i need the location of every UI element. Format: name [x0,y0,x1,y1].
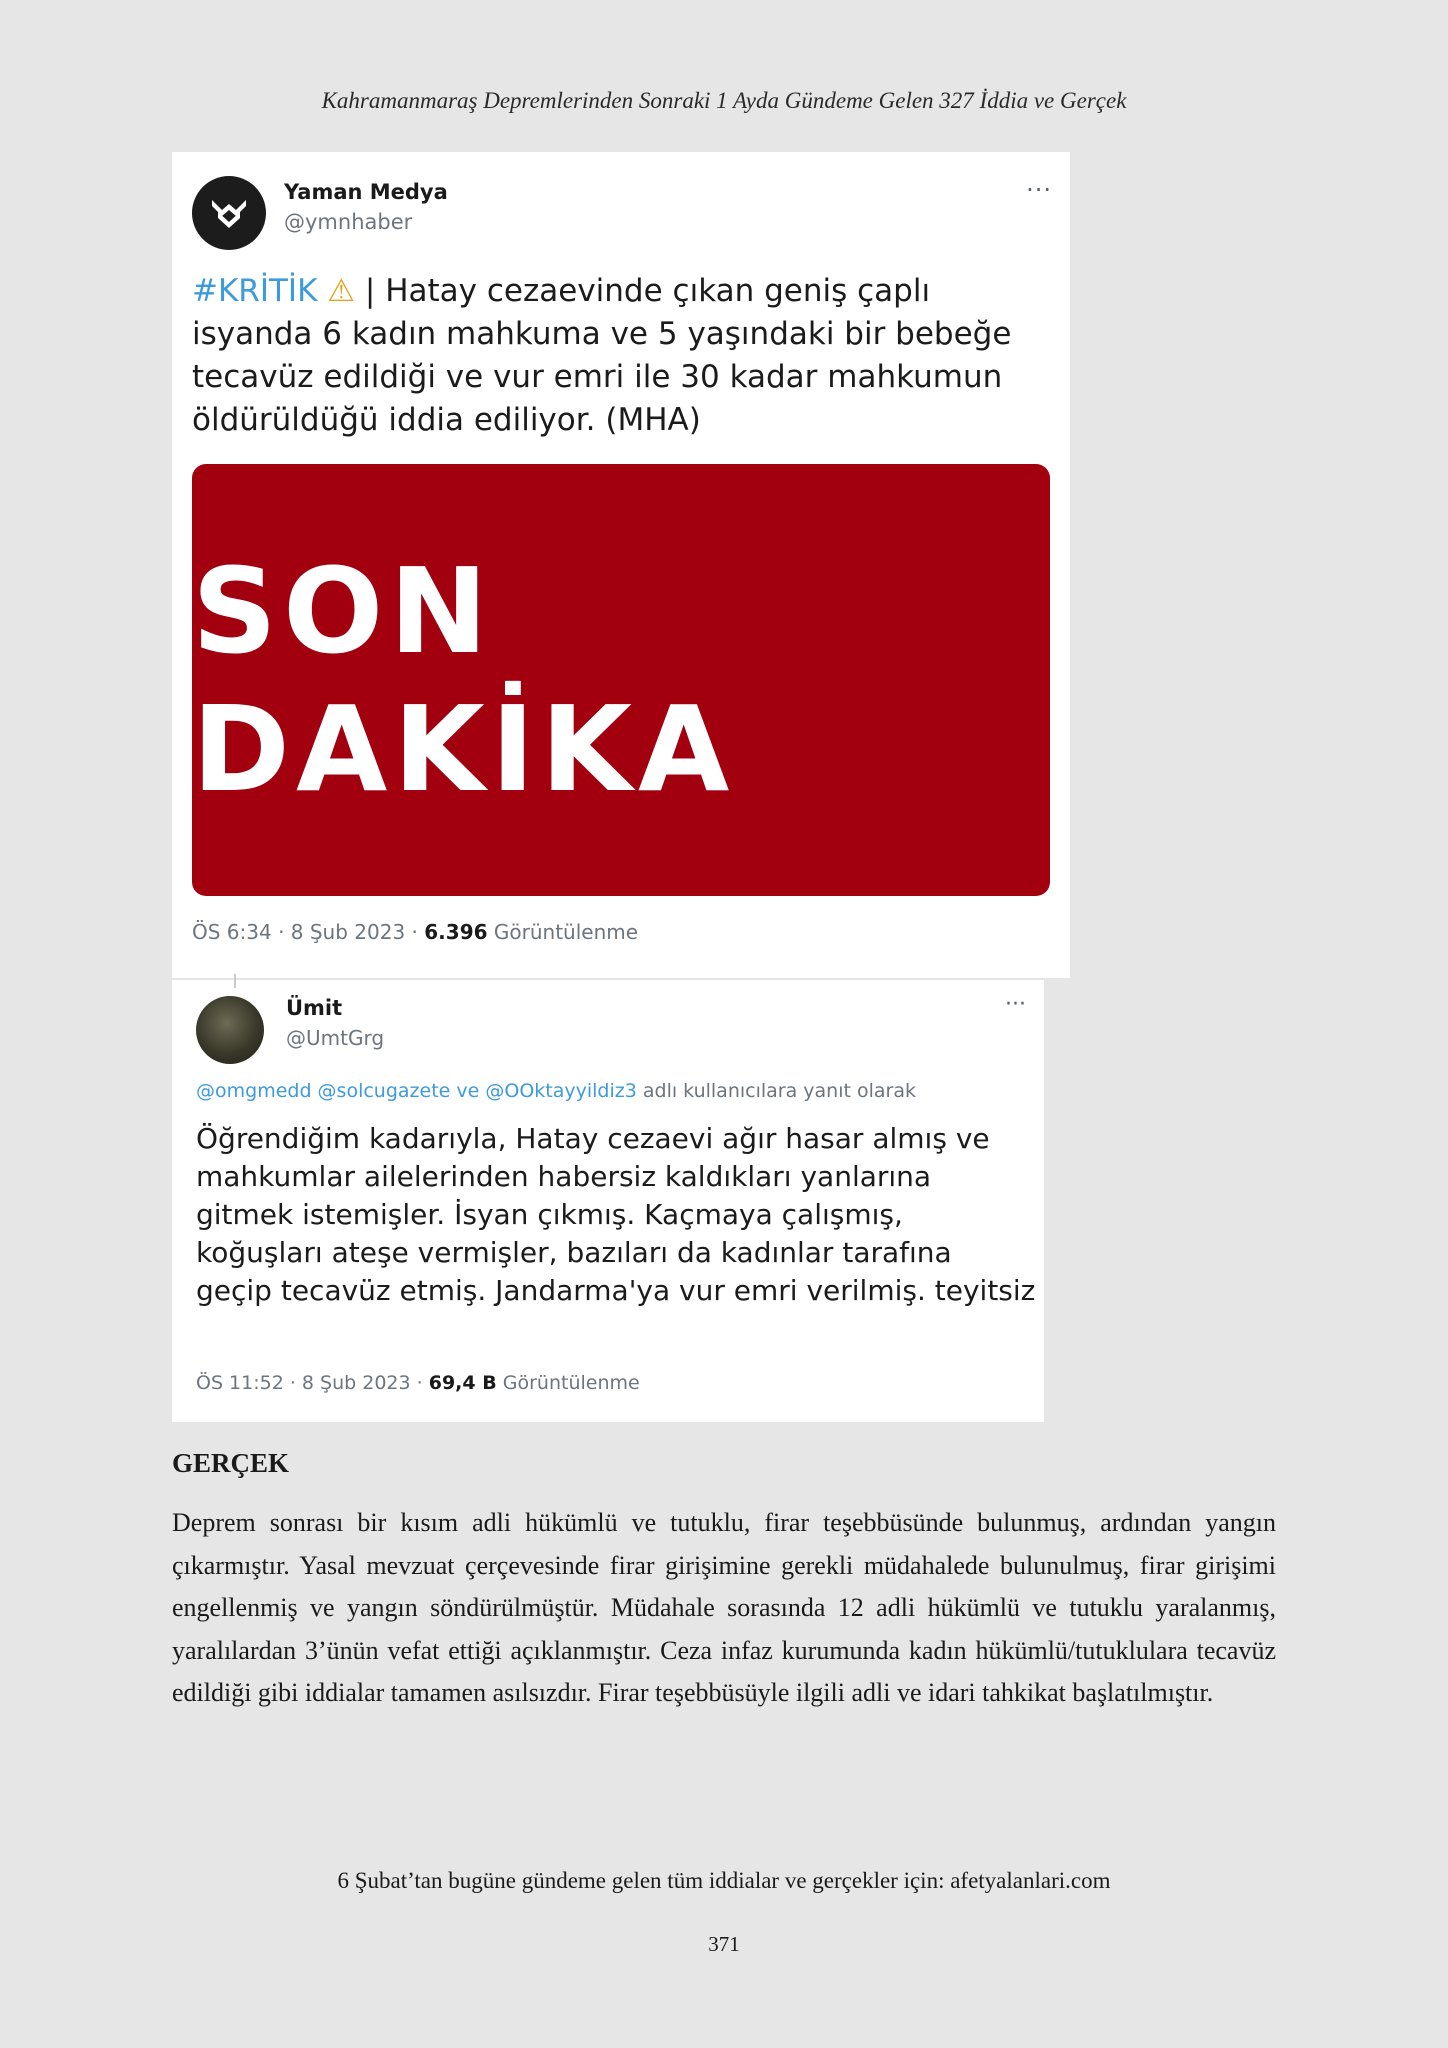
view-count: 6.396 [424,920,488,944]
tweet-image[interactable] [192,464,1050,896]
tweet-text [192,270,1052,442]
tweet-text: Öğrendiğim kadarıyla, Hatay cezaevi ağır hasar almış ve mahkumlar ailelerinden habersiz kaldıkları yanlarına gitmek istemişler. İsyan çıkmış. Kaçmaya çalışmış, koğuşları ateşe vermişler, bazıları da kadınlar tarafına geçip tecavüz etmiş. Jandarma'ya vur emri verilmiş. teyitsiz [196,1122,1036,1307]
author-name[interactable]: Ümit [286,996,343,1020]
views-label: Görüntülenme [496,1372,640,1394]
more-options-icon[interactable]: ··· [1026,176,1052,204]
yaman-medya-logo-icon [206,190,252,236]
tweet-meta [196,1372,640,1394]
reply-mentions[interactable]: @omgmedd @solcugazete ve @OOktayyildiz3 [196,1080,637,1102]
running-header: Kahramanmaraş Depremlerinden Sonraki 1 Ayda Gündeme Gelen 327 İddia ve Gerçek [321,88,1127,113]
warning-icon: ⚠ [327,273,356,309]
reply-suffix: adlı kullanıcılara yanıt olarak [636,1080,916,1102]
reply-context [196,1080,916,1102]
avatar[interactable] [196,996,264,1064]
views-label: Görüntülenme [487,920,639,944]
more-options-icon[interactable]: ··· [1005,992,1026,1017]
section-title: GERÇEK [172,1448,290,1478]
tweet-meta [192,920,638,944]
body-paragraph: Deprem sonrası bir kısım adli hükümlü ve tutuklu, firar teşebbüsünde bulunmuş, ardından yangın çıkarmıştır. Yasal mevzuat çerçevesinde firar girişimine gerekli müdahalede bulunulmuş, firar girişimi engellenmiş ve yangın söndürülmüştür. Müdahale sorasında 12 adli hükümlü ve tutuklu yaralanmış, yaralılardan 3’ünün vefat ettiği açıklanmıştır. Ceza infaz kurumunda kadın hükümlü/tutuklulara tecavüz edildiği gibi iddialar tamamen asılsızdır. Firar teşebbüsüyle ilgili adli ve idari tahkikat başlatılmıştır. [172,1508,1276,1707]
avatar[interactable] [192,176,266,250]
tweet-body: | Hatay cezaevinde çıkan geniş çaplı isyanda 6 kadın mahkuma ve 5 yaşındaki bir bebeğe tecavüz edildiği ve vur emri ile 30 kadar mahkumun öldürüldüğü iddia ediliyor. (MHA) [192,273,1012,438]
thread-connector [234,974,236,988]
image-headline: SON DAKİKA [192,542,736,818]
timestamp[interactable]: ÖS 6:34 · 8 Şub 2023 · [192,920,425,944]
hashtag-link[interactable]: #KRİTİK [192,273,318,309]
page-number: 371 [708,1932,740,1956]
author-name[interactable]: Yaman Medya [284,180,448,204]
author-handle[interactable]: @ymnhaber [284,210,413,234]
view-count: 69,4 B [428,1372,497,1394]
author-handle[interactable]: @UmtGrg [286,1026,385,1050]
timestamp[interactable]: ÖS 11:52 · 8 Şub 2023 · [196,1372,429,1394]
tweet-card-yaman-medya [172,152,1070,978]
footer-note: 6 Şubat’tan bugüne gündeme gelen tüm iddialar ve gerçekler için: afetyalanlari.com [337,1868,1111,1893]
tweet-card-umit [172,980,1044,1422]
